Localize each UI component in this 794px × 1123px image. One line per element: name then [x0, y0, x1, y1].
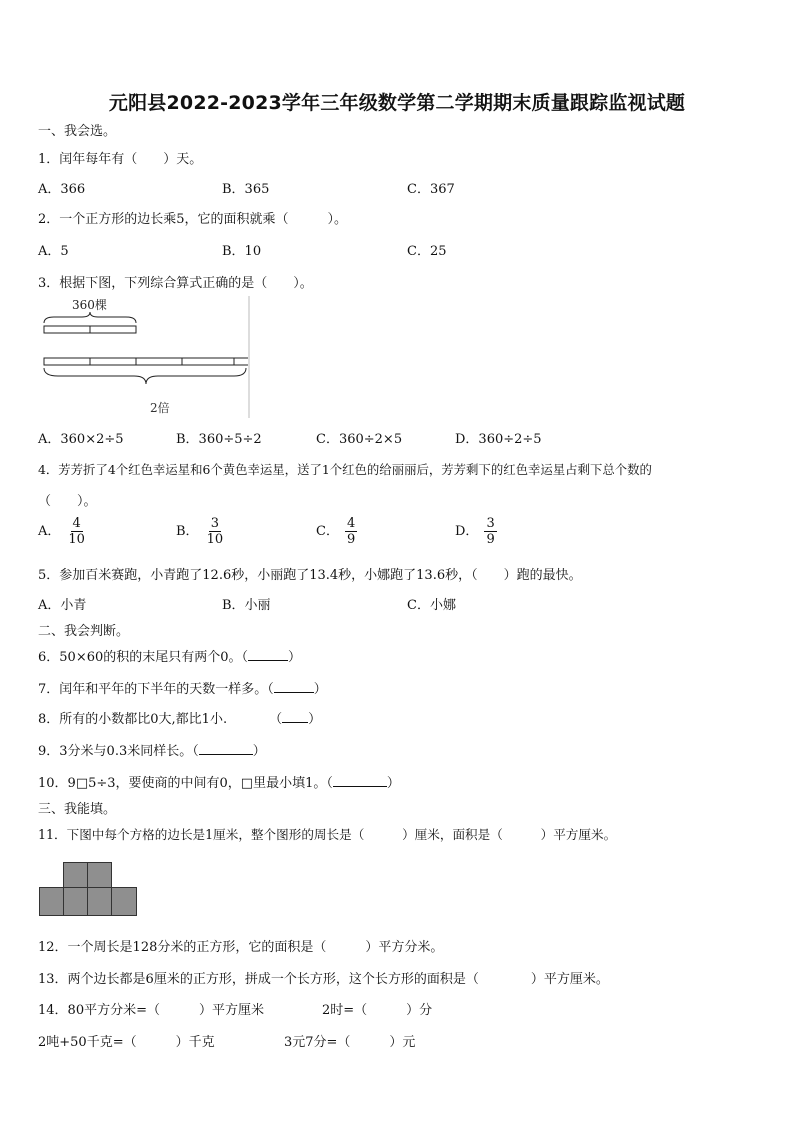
- q4-option-b: [176, 516, 225, 547]
- q1-option-c: C．367: [407, 182, 455, 197]
- q5-option-c: C．小娜: [407, 598, 456, 613]
- q4-option-b-fraction: $\frac{3}{10}$: [206, 516, 224, 547]
- question-14-part-4: 3元7分=（ ）元: [284, 1035, 416, 1050]
- question-9: 9．3分米与0.3米同样长。（ ）: [38, 744, 266, 759]
- q3-option-b: B．360÷5÷2: [176, 432, 262, 447]
- question-11: 11．下图中每个方格的边长是1厘米，整个图形的周长是（ ）厘米，面积是（ ）平方厘米。: [38, 827, 617, 842]
- question-14-part-1: 14．80平方分米=（ ）平方厘米: [38, 1003, 264, 1018]
- section-heading-1: 一、我会选。: [38, 124, 117, 139]
- question-14-part-2: 2时=（ ）分: [322, 1003, 433, 1018]
- question-8: 8．所有的小数都比0大,都比1小. （ ）: [38, 712, 322, 727]
- q4-option-a-fraction: $\frac{4}{10}$: [68, 516, 85, 547]
- q4-option-c: [316, 516, 357, 547]
- question-1: 1．闰年每年有（ ）天。: [38, 152, 203, 167]
- question-4-line-2: （ ）。: [38, 494, 97, 509]
- q6-answer-blank[interactable]: [248, 648, 288, 661]
- q3-figure-top-label: 360棵: [72, 298, 107, 312]
- q3-top-brace: [44, 312, 136, 323]
- q8-answer-blank[interactable]: [282, 710, 308, 723]
- q4-option-b-label: B．: [176, 524, 199, 539]
- question-4-line-1: 4．芳芳折了4个红色幸运星和6个黄色幸运星，送了1个红色的给丽丽后，芳芳剩下的红色幸运星占剩下总个数的: [38, 462, 652, 477]
- q4-option-d: [455, 516, 497, 547]
- grid-square: [112, 888, 137, 916]
- q5-option-b: B．小丽: [222, 598, 271, 613]
- grid-square: [64, 888, 88, 916]
- question-6: 6．50×60的积的末尾只有两个0。（ ）: [38, 650, 302, 665]
- q4-option-a: [38, 516, 87, 547]
- q4-option-d-fraction: $\frac{3}{9}$: [486, 516, 495, 547]
- q7-answer-blank[interactable]: [274, 680, 314, 693]
- question-12: 12．一个周长是128分米的正方形，它的面积是（ ）平方分米。: [38, 940, 444, 955]
- q3-line-segment-figure: [38, 296, 254, 418]
- q1-option-a: A．366: [38, 182, 86, 197]
- q4-option-c-label: C．: [316, 524, 339, 539]
- page-title: 元阳县2022-2023学年三年级数学第二学期期末质量跟踪监视试题: [108, 92, 686, 114]
- q4-option-d-label: D．: [455, 524, 479, 539]
- q3-bottom-brace: [44, 368, 246, 384]
- q11-square-grid-figure: [38, 858, 140, 918]
- q2-option-c: C．25: [407, 244, 447, 259]
- q4-option-c-fraction: $\frac{4}{9}$: [346, 516, 356, 547]
- q10-answer-blank[interactable]: [333, 774, 387, 787]
- q5-option-a: A．小青: [38, 598, 87, 613]
- q3-figure-bottom-label: 2倍: [150, 401, 170, 415]
- section-heading-2: 二、我会判断。: [38, 624, 130, 639]
- grid-square: [88, 888, 112, 916]
- question-5: 5．参加百米赛跑，小青跑了12.6秒，小丽跑了13.4秒，小娜跑了13.6秒，（ ）跑的最快。: [38, 568, 582, 583]
- question-7: 7．闰年和平年的下半年的天数一样多。（ ）: [38, 682, 327, 697]
- q3-option-c: C．360÷2×5: [316, 432, 403, 447]
- question-3: 3．根据下图，下列综合算式正确的是（ ）。: [38, 276, 313, 291]
- question-10: 10．9□5÷3，要使商的中间有0，□里最小填1。（ ）: [38, 776, 400, 791]
- grid-square: [88, 863, 112, 888]
- q9-answer-blank[interactable]: [199, 742, 253, 755]
- grid-square: [40, 888, 64, 916]
- q3-bottom-segment: [44, 358, 234, 365]
- section-heading-3: 三、我能填。: [38, 802, 117, 817]
- question-2: 2．一个正方形的边长乘5，它的面积就乘（ ）。: [38, 212, 348, 227]
- q4-option-a-label: A．: [38, 524, 61, 539]
- q2-option-b: B．10: [222, 244, 262, 259]
- q3-option-a: A．360×2÷5: [38, 432, 124, 447]
- question-13: 13．两个边长都是6厘米的正方形，拼成一个长方形，这个长方形的面积是（ ）平方厘米。: [38, 972, 609, 987]
- q3-option-d: D．360÷2÷5: [455, 432, 542, 447]
- question-14-part-3: 2吨+50千克=（ ）千克: [38, 1035, 215, 1050]
- q1-option-b: B．365: [222, 182, 270, 197]
- q2-option-a: A．5: [38, 244, 69, 259]
- grid-square: [64, 863, 88, 888]
